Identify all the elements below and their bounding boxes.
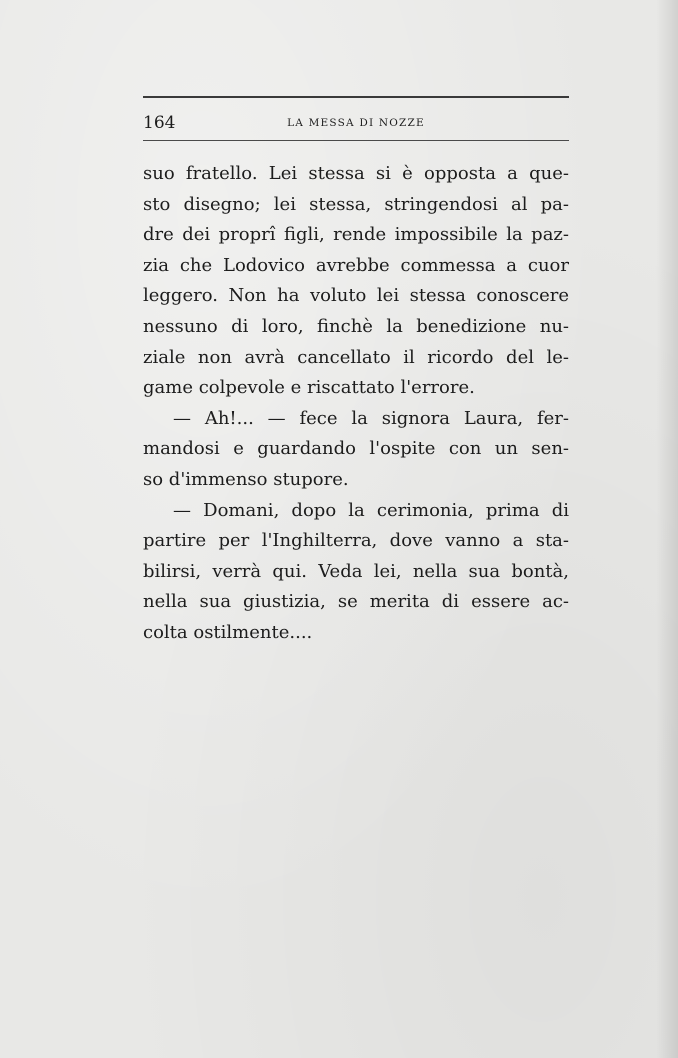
text-line: ziale non avrà cancellato il ricordo del le- bbox=[143, 346, 569, 368]
page-edge-shadow bbox=[656, 0, 678, 1058]
text-line: so d'immenso stupore. bbox=[143, 468, 349, 490]
running-title: LA MESSA DI NOZZE bbox=[287, 117, 425, 129]
header-top-rule bbox=[143, 96, 569, 98]
text-line: bilirsi, verrà qui. Veda lei, nella sua bontà, bbox=[143, 560, 569, 582]
text-line: partire per l'Inghilterra, dove vanno a sta- bbox=[143, 530, 569, 552]
text-line: nessuno di loro, finchè la benedizione nu- bbox=[143, 315, 569, 337]
text-line: mandosi e guardando l'ospite con un sen- bbox=[143, 438, 569, 460]
text-line: game colpevole e riscattato l'errore. bbox=[143, 377, 475, 399]
text-line: nella sua giustizia, se merita di essere ac- bbox=[143, 591, 569, 613]
body-text bbox=[143, 159, 569, 649]
text-line: — Domani, dopo la cerimonia, prima di bbox=[173, 499, 569, 521]
text-line: colta ostilmente.... bbox=[143, 621, 313, 643]
running-header bbox=[143, 112, 569, 136]
text-line: suo fratello. Lei stessa si è opposta a que- bbox=[143, 163, 569, 184]
text-line: sto disegno; lei stessa, stringendosi al pa- bbox=[143, 193, 569, 215]
text-line: — Ah!... — fece la signora Laura, fer- bbox=[173, 407, 569, 429]
text-line: leggero. Non ha voluto lei stessa conoscere bbox=[143, 285, 569, 307]
page-number: 164 bbox=[143, 113, 176, 133]
header-bottom-rule bbox=[143, 140, 569, 141]
text-line: zia che Lodovico avrebbe commessa a cuor bbox=[143, 254, 569, 276]
text-line: dre dei proprî figli, rende impossibile la paz- bbox=[143, 224, 569, 246]
